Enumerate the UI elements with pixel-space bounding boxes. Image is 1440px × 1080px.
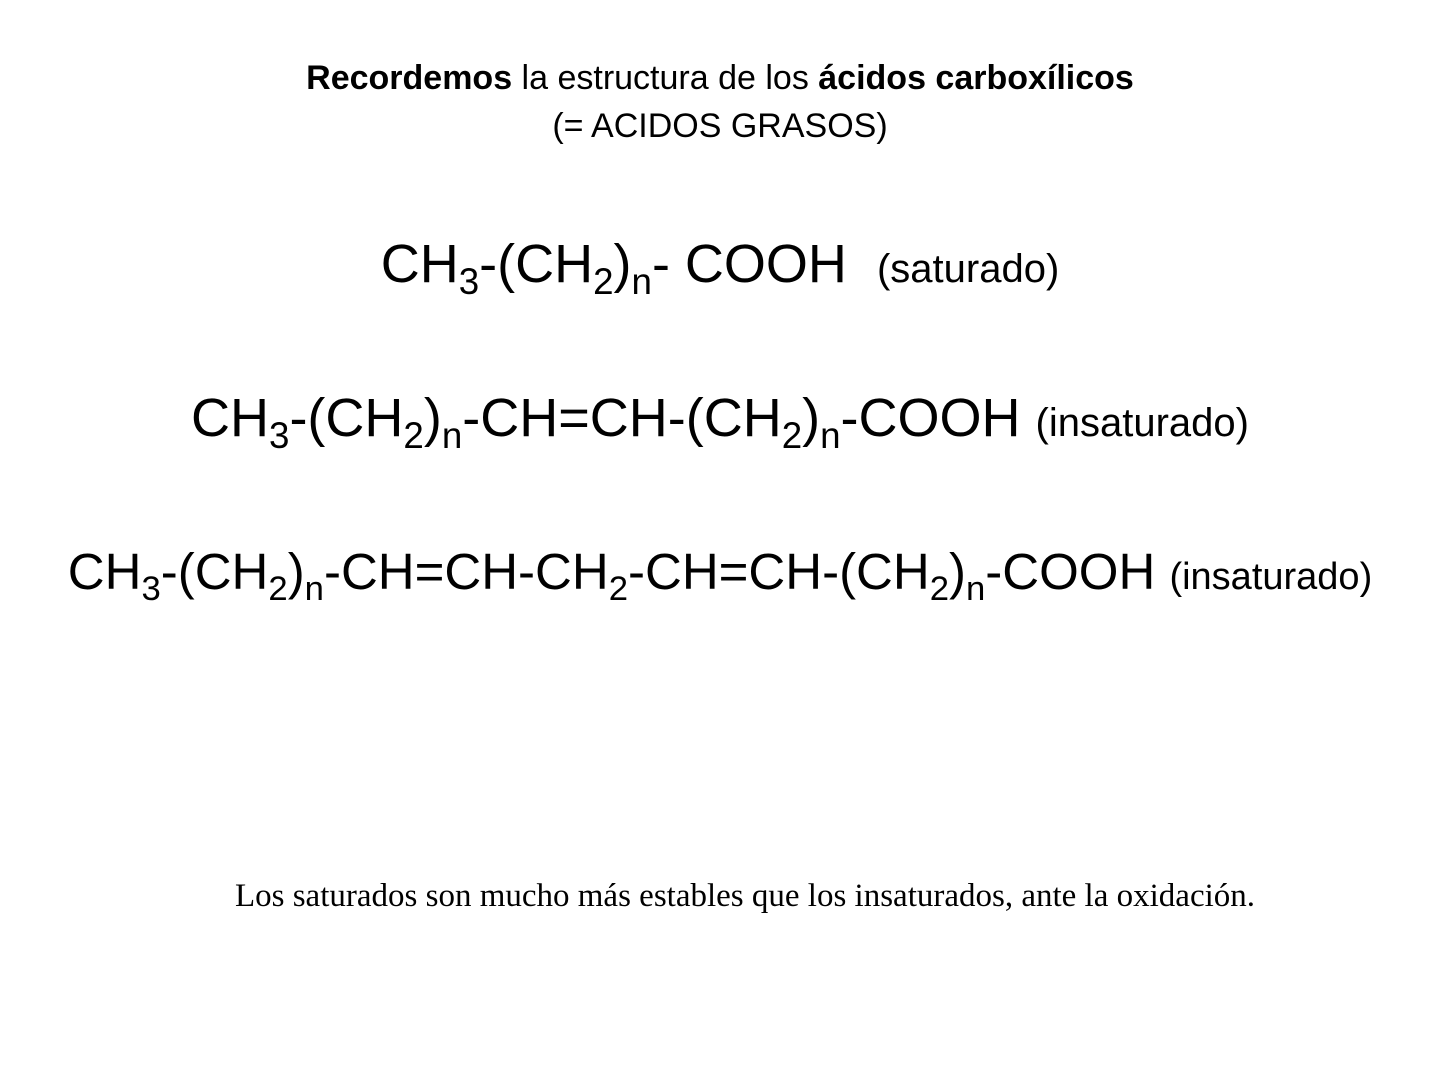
formula-subscript: 3 <box>269 414 290 456</box>
formula-part: ) <box>423 388 442 448</box>
formula-subscript: 2 <box>403 414 424 456</box>
formula-saturated <box>0 232 1440 301</box>
title-normal-text: la estructura de los <box>512 59 819 97</box>
formula-part: CH <box>191 388 270 448</box>
formula-subscript: n <box>304 570 324 609</box>
stability-note: Los saturados son mucho más estables que los insaturados, ante la oxidación. <box>234 878 1256 914</box>
formula-subscript: 2 <box>608 570 628 609</box>
formula-monounsaturated <box>0 386 1440 455</box>
formula-tag: (insaturado) <box>1035 401 1249 445</box>
formula-part: -(CH <box>289 388 404 448</box>
formula-part: ) <box>613 234 632 294</box>
formula-subscript: 3 <box>141 570 161 609</box>
formula-subscript: 2 <box>268 570 288 609</box>
formula-part: ) <box>949 543 966 600</box>
formula-part: - COOH <box>651 234 847 294</box>
formula-tag: (saturado) <box>876 247 1060 291</box>
formula-subscript: n <box>820 414 841 456</box>
formula-part: -CH=CH-CH <box>323 543 609 600</box>
formula-part: -COOH <box>840 388 1021 448</box>
title-bold-recordemos: Recordemos <box>306 59 513 97</box>
slide-title <box>0 54 1440 150</box>
title-bold-acidos: ácidos carboxílicos <box>818 59 1134 97</box>
formula-subscript: 2 <box>929 570 950 609</box>
formula-part: -CH=CH-(CH <box>628 543 930 600</box>
formula-part: -COOH <box>985 543 1156 600</box>
formula-subscript: n <box>966 570 986 609</box>
title-line-1 <box>0 54 1440 102</box>
formula-polyunsaturated <box>0 540 1440 609</box>
formula-part: ) <box>287 543 305 600</box>
formula-part: -CH=CH-(CH <box>462 388 782 448</box>
formula-subscript: 3 <box>458 260 480 302</box>
title-line-2: (= ACIDOS GRASOS) <box>552 107 888 145</box>
formula-tag: (insaturado) <box>1169 556 1373 598</box>
formula-subscript: 2 <box>593 260 614 302</box>
formula-part: -(CH <box>160 543 269 600</box>
formula-part: CH <box>67 543 142 600</box>
formula-part: -(CH <box>479 234 594 294</box>
formula-subscript: n <box>631 260 652 302</box>
formula-subscript: n <box>441 414 463 456</box>
formula-part: ) <box>802 388 821 448</box>
formula-part: CH <box>380 234 459 294</box>
formula-subscript: 2 <box>781 414 803 456</box>
